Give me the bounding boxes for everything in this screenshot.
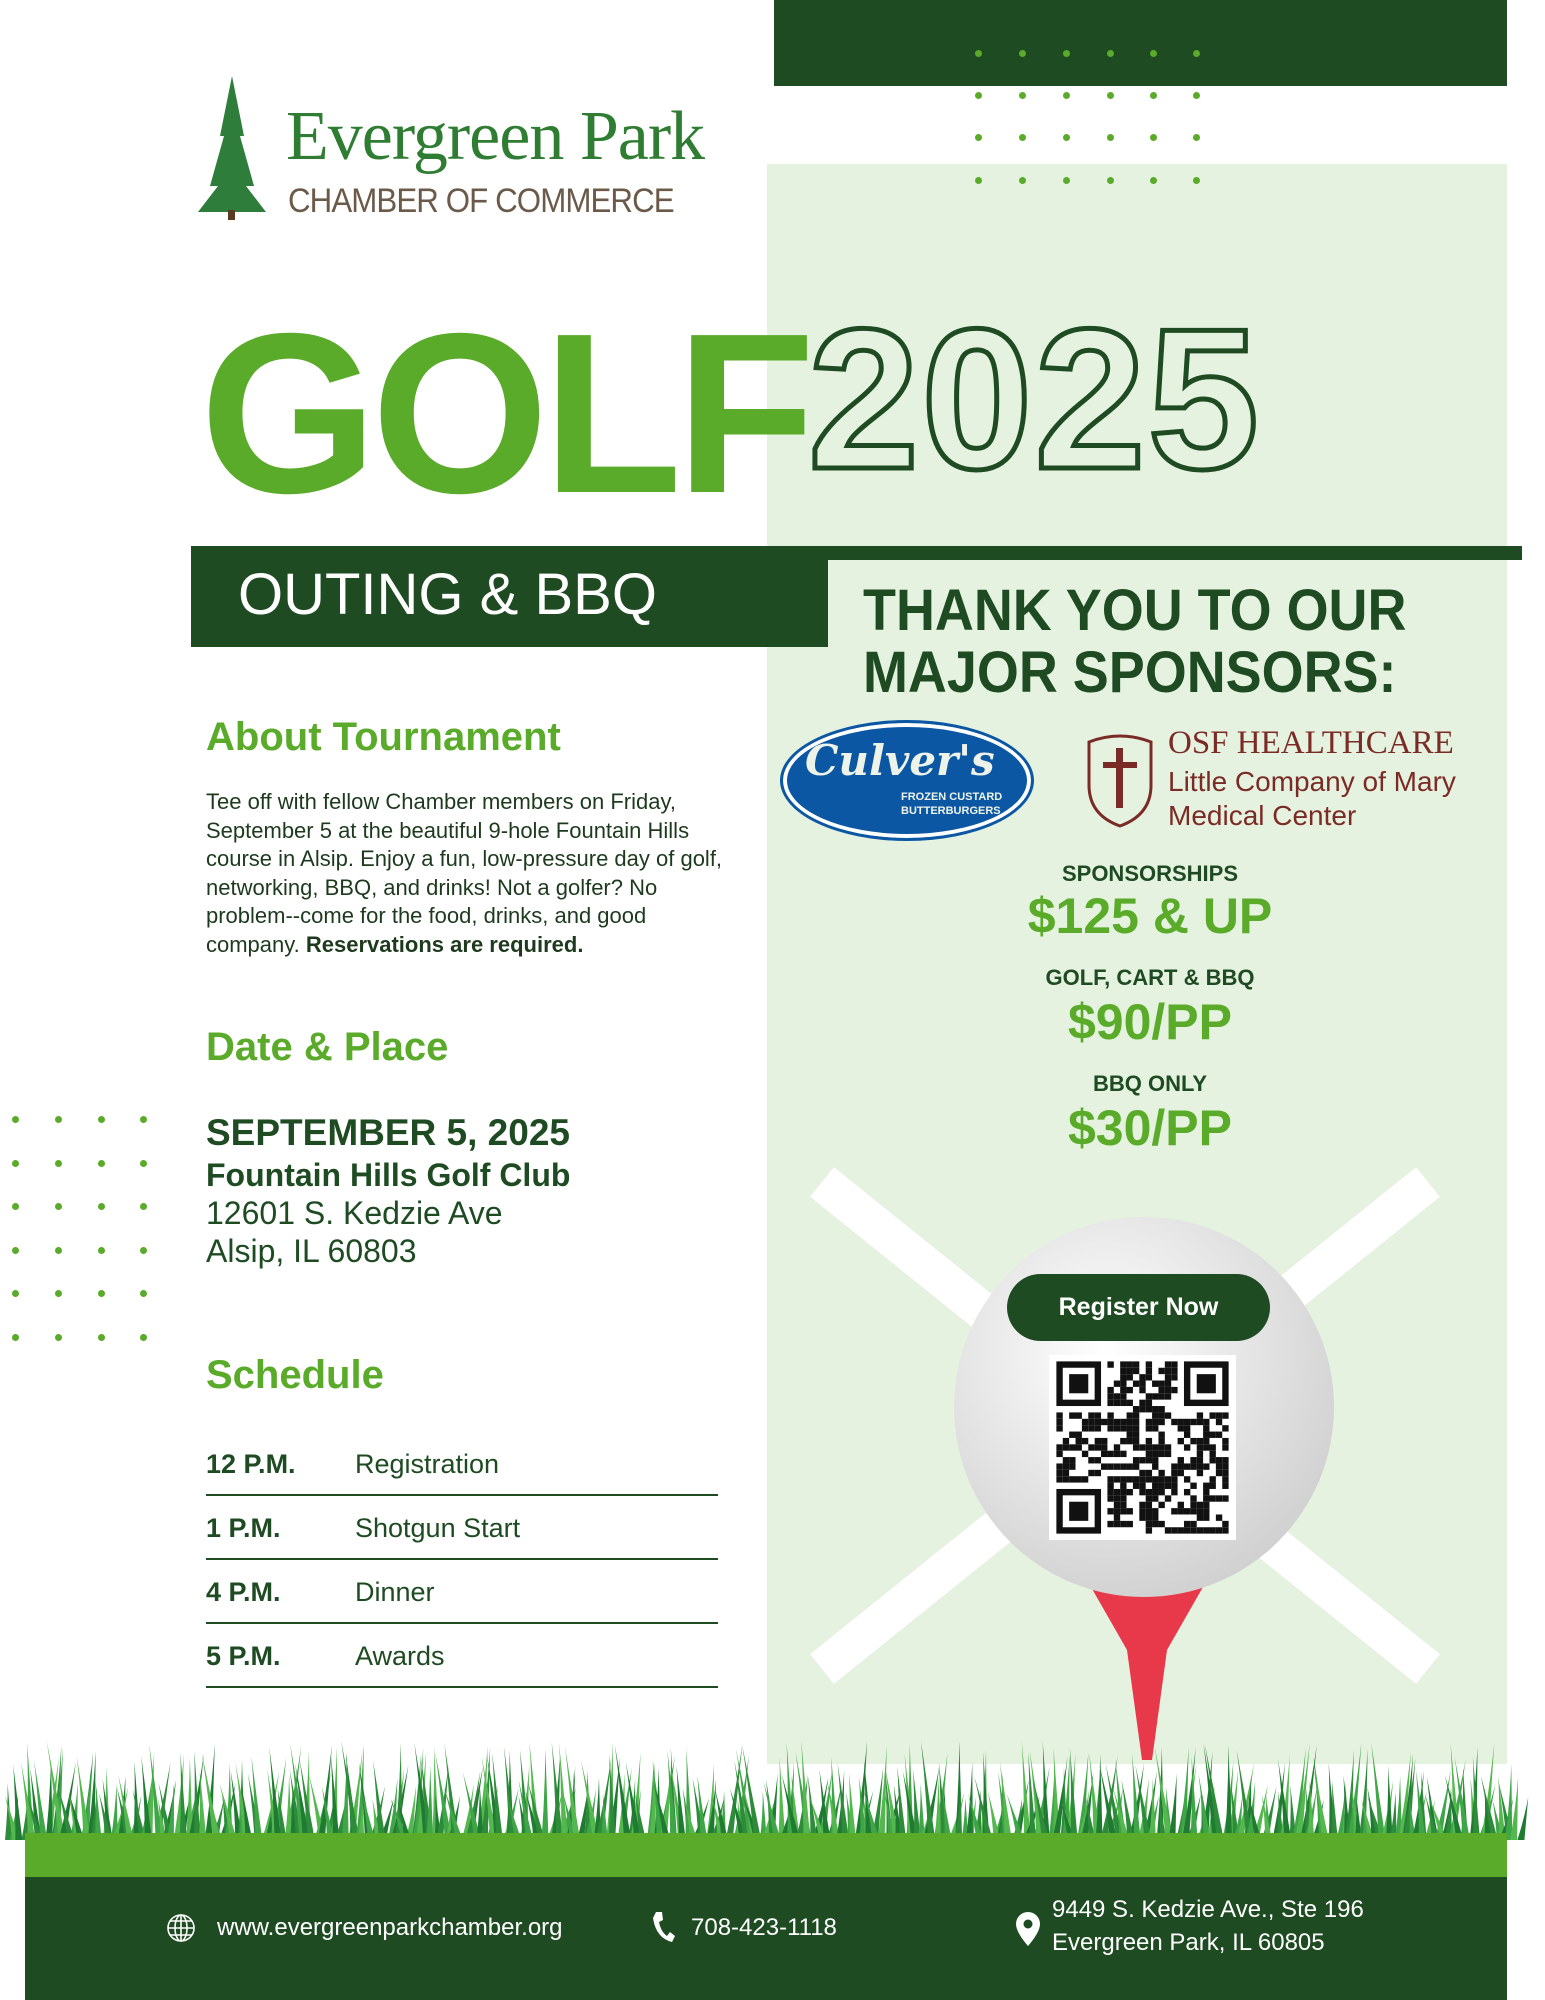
- decor-dot: [98, 1334, 105, 1341]
- decor-dot: [12, 1160, 19, 1167]
- decor-dot: [1107, 177, 1114, 184]
- decor-dot: [1193, 50, 1200, 57]
- about-heading: About Tournament: [206, 715, 561, 759]
- schedule-time: 4 P.M.: [206, 1577, 281, 1607]
- decor-dot: [1107, 134, 1114, 141]
- price-label: GOLF, CART & BBQ: [1045, 965, 1255, 990]
- band-strip: [828, 546, 1522, 560]
- hero-subtitle: OUTING & BBQ: [238, 562, 657, 627]
- decor-dot: [1063, 92, 1070, 99]
- decor-dot: [140, 1290, 147, 1297]
- register-qr-code[interactable]: [1049, 1355, 1236, 1540]
- price-value: $90/PP: [1067, 994, 1232, 1050]
- decor-dot: [12, 1290, 19, 1297]
- decor-dot: [1063, 177, 1070, 184]
- schedule-label: Dinner: [355, 1577, 435, 1607]
- decor-dot: [12, 1247, 19, 1254]
- schedule-label: Registration: [355, 1449, 500, 1479]
- decor-dot: [55, 1203, 62, 1210]
- decor-dot: [1019, 134, 1026, 141]
- decor-dot: [1193, 92, 1200, 99]
- decor-dot: [98, 1203, 105, 1210]
- grass-band: [25, 1833, 1507, 1877]
- decor-dot: [98, 1247, 105, 1254]
- schedule-row: [206, 1496, 718, 1560]
- globe-icon: [166, 1913, 196, 1943]
- event-date: SEPTEMBER 5, 2025: [206, 1112, 570, 1153]
- decor-dot: [1107, 92, 1114, 99]
- schedule-row: [206, 1560, 718, 1624]
- decor-dot: [55, 1247, 62, 1254]
- decor-dot: [55, 1334, 62, 1341]
- culvers-tagline2: BUTTERBURGERS: [901, 805, 1001, 817]
- decor-dot: [98, 1116, 105, 1123]
- price-value: $125 & UP: [1027, 888, 1273, 944]
- decor-dot: [1063, 50, 1070, 57]
- culvers-name: Culver's: [805, 736, 995, 785]
- footer-address-line1: 9449 S. Kedzie Ave., Ste 196: [1052, 1896, 1364, 1923]
- decor-dot: [1193, 134, 1200, 141]
- culvers-logo: [780, 720, 1034, 841]
- footer-address-line2: Evergreen Park, IL 60805: [1052, 1929, 1325, 1956]
- about-text: [206, 788, 726, 959]
- decor-dot: [140, 1334, 147, 1341]
- about-text-body: Tee off with fellow Chamber members on Friday, September 5 at the beautiful 9-hole Fountain Hills course in Alsip. Enjoy a fun, low-pressure day of golf, networking, BBQ, and drinks! Not a golfer? No problem--come for the food, drinks, and good company.: [206, 789, 723, 957]
- schedule-label: Shotgun Start: [355, 1513, 521, 1543]
- decor-dot: [975, 134, 982, 141]
- schedule-time: 1 P.M.: [206, 1513, 281, 1543]
- osf-name: OSF HEALTHCARE: [1168, 725, 1454, 761]
- venue-address-line1: 12601 S. Kedzie Ave: [206, 1195, 503, 1231]
- decor-dot: [1019, 92, 1026, 99]
- decor-dot: [140, 1203, 147, 1210]
- decor-dot: [140, 1160, 147, 1167]
- logo-title: Evergreen Park: [286, 98, 705, 175]
- register-now-button[interactable]: Register Now: [1007, 1274, 1270, 1341]
- footer-phone[interactable]: 708-423-1118: [691, 1914, 837, 1941]
- decor-dot: [12, 1116, 19, 1123]
- tree-logo-icon: [196, 76, 268, 220]
- decor-dot: [98, 1290, 105, 1297]
- decor-dot: [975, 92, 982, 99]
- decor-dot: [1019, 177, 1026, 184]
- tee-icon: [1087, 1580, 1207, 1760]
- decor-dot: [12, 1334, 19, 1341]
- date-place-heading: Date & Place: [206, 1025, 449, 1069]
- venue-address-line2: Alsip, IL 60803: [206, 1233, 417, 1269]
- decor-dot: [55, 1160, 62, 1167]
- price-label: BBQ ONLY: [1092, 1071, 1208, 1096]
- culvers-tagline1: FROZEN CUSTARD: [901, 791, 1003, 803]
- price-label: SPONSORSHIPS: [1061, 861, 1239, 886]
- decor-dot: [98, 1160, 105, 1167]
- schedule-time: 12 P.M.: [206, 1449, 296, 1479]
- decor-dot: [975, 177, 982, 184]
- decor-dot: [1150, 92, 1157, 99]
- hero-title: GOLF: [200, 287, 810, 541]
- decor-dot: [12, 1203, 19, 1210]
- sponsors-heading-line2: MAJOR SPONSORS:: [863, 640, 1397, 705]
- decor-dot: [1150, 134, 1157, 141]
- decor-dot: [1063, 134, 1070, 141]
- decor-dot: [55, 1116, 62, 1123]
- decor-dot: [1150, 50, 1157, 57]
- decor-dot: [1019, 50, 1026, 57]
- decor-dot: [1150, 177, 1157, 184]
- osf-line1: Little Company of Mary: [1168, 766, 1456, 797]
- schedule-row: [206, 1432, 718, 1496]
- decor-dot: [55, 1290, 62, 1297]
- sponsors-heading-line1: THANK YOU TO OUR: [863, 578, 1407, 643]
- decor-dot: [1193, 177, 1200, 184]
- schedule-time: 5 P.M.: [206, 1641, 281, 1671]
- venue-name: Fountain Hills Golf Club: [206, 1157, 571, 1193]
- top-decor-bar: [774, 0, 1507, 86]
- logo-subtitle: CHAMBER OF COMMERCE: [288, 182, 674, 220]
- schedule-row: [206, 1624, 718, 1688]
- decor-dot: [140, 1116, 147, 1123]
- decor-dot: [140, 1247, 147, 1254]
- price-value: $30/PP: [1067, 1100, 1232, 1156]
- schedule-label: Awards: [355, 1641, 445, 1671]
- phone-icon: [650, 1910, 676, 1944]
- decor-dot: [975, 50, 982, 57]
- schedule-heading: Schedule: [206, 1353, 384, 1397]
- osf-crest-icon: [1081, 730, 1159, 828]
- decor-dot: [1107, 50, 1114, 57]
- sponsors-heading: [863, 580, 1406, 704]
- osf-line2: Medical Center: [1168, 800, 1357, 831]
- hero-year: 2025: [808, 288, 1261, 511]
- location-pin-icon: [1016, 1912, 1040, 1946]
- about-text-bold: Reservations are required.: [305, 931, 584, 957]
- footer-website-link[interactable]: www.evergreenparkchamber.org: [217, 1914, 563, 1941]
